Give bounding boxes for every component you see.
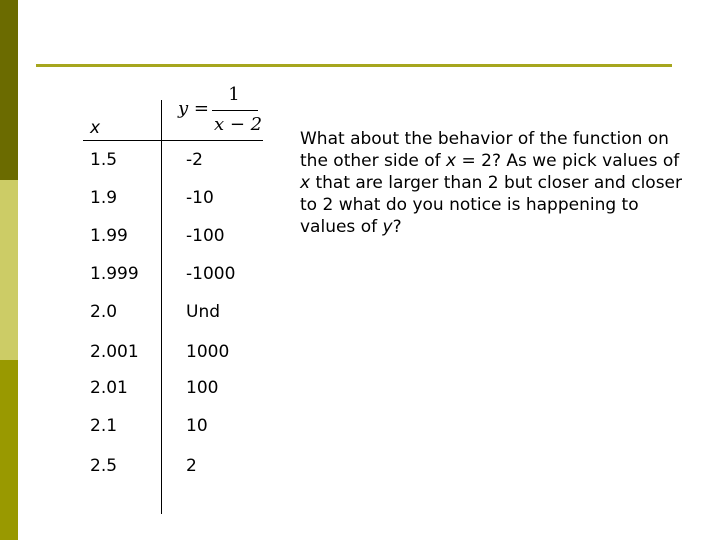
table-vertical-rule <box>161 100 162 514</box>
y-column-header-formula <box>178 84 268 136</box>
note-var: x <box>446 151 457 171</box>
x-value-cell: 1.99 <box>90 226 128 246</box>
x-value-cell: 1.5 <box>90 150 118 170</box>
note-part: = 2? As we pick values of <box>456 151 680 171</box>
x-value-cell: 1.9 <box>90 188 118 208</box>
y-value-cell: -100 <box>186 226 225 246</box>
x-value-cell: 1.999 <box>90 264 139 284</box>
x-value-cell: 2.0 <box>90 302 118 322</box>
note-part: that are larger than 2 but closer and closer to 2 what do you notice is happening to values of <box>300 173 682 237</box>
y-value-cell: 10 <box>186 416 208 436</box>
formula-fraction-bar <box>212 110 258 111</box>
x-value-cell: 2.1 <box>90 416 118 436</box>
y-value-cell: -2 <box>186 150 203 170</box>
x-value-cell: 2.001 <box>90 342 139 362</box>
formula-numerator: 1 <box>228 84 240 105</box>
question-text <box>300 128 690 238</box>
formula-denominator: x − 2 <box>214 114 263 135</box>
title-rule <box>36 64 672 67</box>
y-value-cell: -10 <box>186 188 214 208</box>
x-column-header: x <box>90 118 101 138</box>
note-var: x <box>300 173 311 193</box>
side-bar-bottom <box>0 360 18 540</box>
note-var: y <box>382 217 393 237</box>
y-value-cell: Und <box>186 302 221 322</box>
formula-lhs: y = <box>178 98 209 119</box>
side-bar-middle <box>0 180 18 360</box>
y-value-cell: 100 <box>186 378 219 398</box>
x-value-cell: 2.5 <box>90 456 118 476</box>
note-part: ? <box>392 217 402 237</box>
y-value-cell: 1000 <box>186 342 230 362</box>
y-value-cell: -1000 <box>186 264 236 284</box>
side-bar-top <box>0 0 18 180</box>
y-value-cell: 2 <box>186 456 197 476</box>
table-header-rule <box>83 140 263 141</box>
x-value-cell: 2.01 <box>90 378 128 398</box>
note-part: What about the behavior of the function on the other side of <box>300 129 669 171</box>
